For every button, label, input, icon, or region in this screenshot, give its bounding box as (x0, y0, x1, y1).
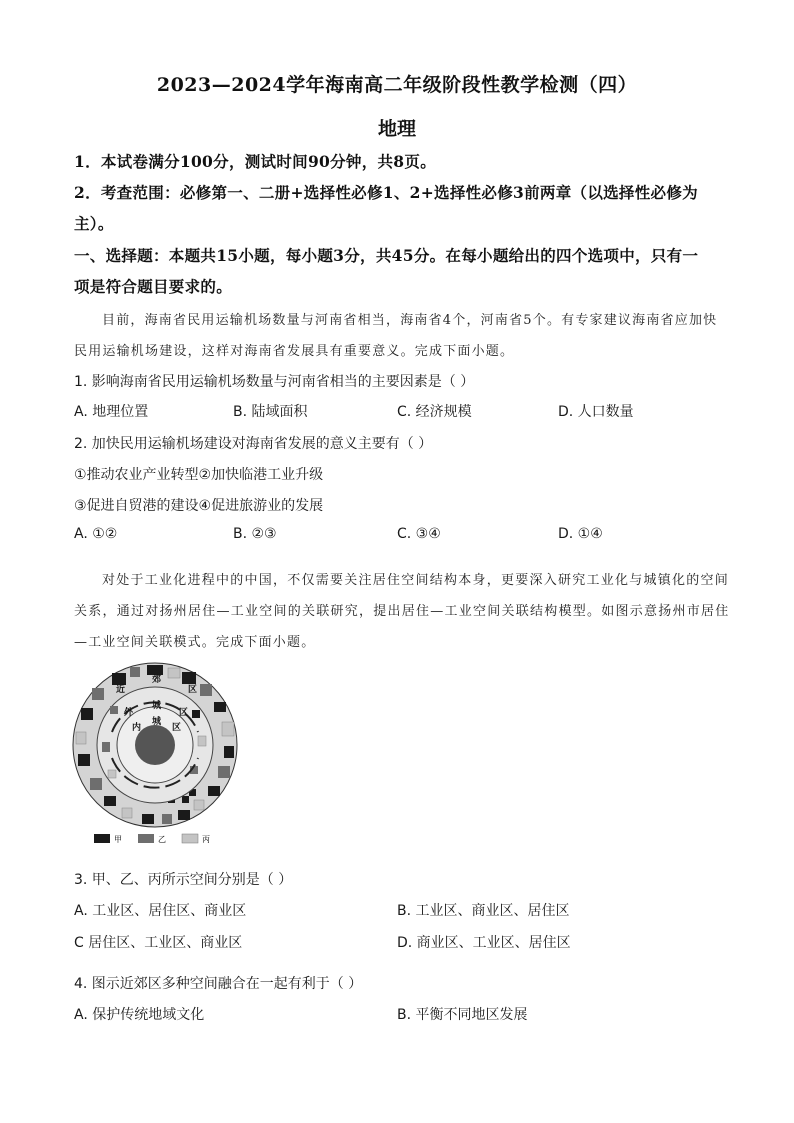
q3-option-c: C 居住区、工业区、商业区 (74, 935, 243, 951)
q2-option-b: B. ②③ (233, 526, 277, 542)
legend-swatch-yi (138, 834, 154, 843)
q4-stem: 4. 图示近郊区多种空间融合在一起有利于（ ） (74, 976, 363, 992)
figure-legend (94, 834, 210, 844)
spatial-model-figure (72, 662, 242, 848)
legend-label-bing: 丙 (202, 835, 210, 844)
q3-option-a: A. 工业区、居住区、商业区 (74, 903, 247, 919)
label-inner-city-3: 区 (172, 723, 182, 733)
passage1-line2: 民用运输机场建设，这样对海南省发展具有重要意义。完成下面小题。 (74, 344, 515, 359)
q4-option-a: A. 保护传统地域文化 (74, 1007, 205, 1023)
label-inner-city-1: 内 (132, 723, 142, 733)
instruction-2: 2．考查范围：必修第一、二册+选择性必修1、2+选择性必修3前两章（以选择性必修为 (74, 183, 698, 202)
legend-label-yi: 乙 (158, 835, 166, 844)
passage2-line2: 关系，通过对扬州居住—工业空间的关联研究，提出居住—工业空间关联结构模型。如图示意扬州市居住 (74, 604, 730, 619)
passage2-line1: 对处于工业化进程中的中国，不仅需要关注居住空间结构本身，更要深入研究工业化与城镇化的空间 (102, 573, 730, 588)
q1-option-b: B. 陆域面积 (233, 404, 308, 420)
q2-option-d: D. ①④ (558, 526, 603, 542)
q1-stem: 1. 影响海南省民用运输机场数量与河南省相当的主要因素是（ ） (74, 374, 475, 390)
legend-label-jia: 甲 (114, 835, 122, 844)
label-outer-city-3: 区 (179, 708, 189, 718)
label-outer-city-1: 外 (124, 708, 134, 718)
passage2-line3: —工业空间关联模式。完成下面小题。 (74, 635, 316, 650)
subject-title: 地理 (377, 118, 416, 140)
label-suburb-3: 区 (188, 685, 198, 695)
q2-stem: 2. 加快民用运输机场建设对海南省发展的意义主要有（ ） (74, 436, 433, 452)
section-heading: 一、选择题：本题共15小题，每小题3分，共45分。在每小题给出的四个选项中，只有一 (74, 246, 699, 265)
label-suburb-1: 近 (116, 685, 126, 695)
page-title: 2023—2024学年海南高二年级阶段性教学检测（四） (156, 74, 638, 96)
q4-option-b: B. 平衡不同地区发展 (397, 1007, 528, 1023)
legend-swatch-jia (94, 834, 110, 843)
legend-swatch-bing (182, 834, 198, 843)
q3-option-b: B. 工业区、商业区、居住区 (397, 903, 570, 919)
q2-option-a: A. ①② (74, 526, 118, 542)
passage1-line1: 目前，海南省民用运输机场数量与河南省相当，海南省4个，河南省5个。有专家建议海南省应加快 (102, 313, 718, 328)
label-outer-city-2: 城 (152, 701, 162, 711)
instruction-2-cont: 主）。 (74, 214, 114, 233)
q2-items-2: ③促进自贸港的建设④促进旅游业的发展 (74, 498, 324, 514)
label-suburb-2: 郊 (152, 675, 162, 685)
label-inner-city-2: 城 (152, 717, 162, 727)
instruction-1: 1．本试卷满分100分，测试时间90分钟，共8页。 (74, 152, 436, 171)
q2-option-c: C. ③④ (397, 526, 441, 542)
q1-option-c: C. 经济规模 (397, 404, 472, 420)
section-heading-cont: 项是符合题目要求的。 (74, 277, 233, 296)
q3-option-d: D. 商业区、工业区、居住区 (397, 935, 571, 951)
q3-stem: 3. 甲、乙、丙所示空间分别是（ ） (74, 872, 293, 888)
q1-option-a: A. 地理位置 (74, 404, 149, 420)
q1-option-d: D. 人口数量 (558, 404, 634, 420)
q2-items-1: ①推动农业产业转型②加快临港工业升级 (74, 467, 324, 483)
